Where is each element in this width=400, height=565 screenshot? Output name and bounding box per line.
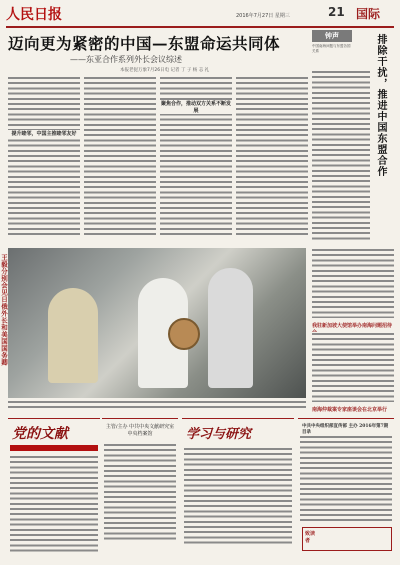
commentary-text (312, 70, 370, 240)
issue-date: 2016年7月27日 星期三 (236, 13, 290, 19)
photo-vertical-caption (0, 254, 8, 394)
commentary-note: 中国南海问题与东盟各国关系 (312, 44, 351, 53)
news-photo (8, 248, 306, 398)
right-news-text-mid (312, 332, 394, 402)
page-number: 21 (328, 5, 345, 19)
ad-red-strip (10, 445, 98, 451)
ad-title-xuexi-yanjiu: 学习与研究 (186, 427, 252, 442)
reader-notice-box (302, 527, 392, 551)
article-byline: 本报老挝万象7月26日电 记者 丁 子 杨 志 礼 (120, 68, 210, 73)
article-column-1 (8, 76, 80, 236)
article-column-4 (236, 76, 308, 236)
article-column-2 (84, 76, 156, 236)
section-name: 国际 (356, 7, 381, 21)
masthead (6, 4, 394, 28)
photo-caption (8, 400, 306, 408)
ad-contents-3 (184, 447, 292, 547)
right-news-column (312, 248, 394, 418)
right-news-text-top (312, 248, 394, 318)
commentary-badge: 钟声 (312, 30, 352, 42)
reader-notice-label: 致读者 (305, 531, 316, 544)
ad-contents-4 (300, 435, 392, 523)
photo-drum (168, 318, 200, 350)
commentary-column (312, 30, 394, 242)
magazine-contents-title: 中共中央组织部宣传部 主办 2016年第7期目录 (302, 424, 389, 435)
ad-contents-1 (10, 455, 98, 555)
photo-figure-right (208, 268, 253, 388)
ad-publisher-info (102, 418, 178, 559)
photo-figure-left (48, 288, 98, 383)
article-subtitle-2: 聚焦合作，推动双方关系不断发展 (160, 101, 231, 114)
newspaper-logo: 人民日报 (6, 7, 62, 23)
main-headline: 迈向更为紧密的中国—东盟命运共同体 (8, 34, 281, 53)
ad-dangde-wenxian (8, 418, 100, 559)
article-subtitle-1: 提升睦邻，中国主推睦邻友好 (8, 130, 80, 137)
ad-title-dangde-wenxian: 党的文献 (12, 426, 68, 442)
ad-magazine-contents (298, 418, 394, 559)
commentary-title: 排除干扰，推进中国东盟合作 (375, 34, 386, 177)
right-news-title-1: 我驻新加坡大使馆举办南海问题招待 (312, 323, 393, 329)
main-subhead: ——东亚合作系列外长会议综述 (70, 55, 182, 64)
photo-vertical-caption-text: 王毅分别会见日俄外长和美国国务卿 (0, 254, 8, 366)
right-news-title-2: 南海仲裁案专家座谈会在北京举行 (312, 407, 388, 413)
publisher-heading: 主管/主办 中共中央文献研究室 中央档案馆 (105, 424, 175, 437)
ad-xuexi-yanjiu (182, 418, 294, 559)
ad-contents-2 (104, 443, 176, 543)
